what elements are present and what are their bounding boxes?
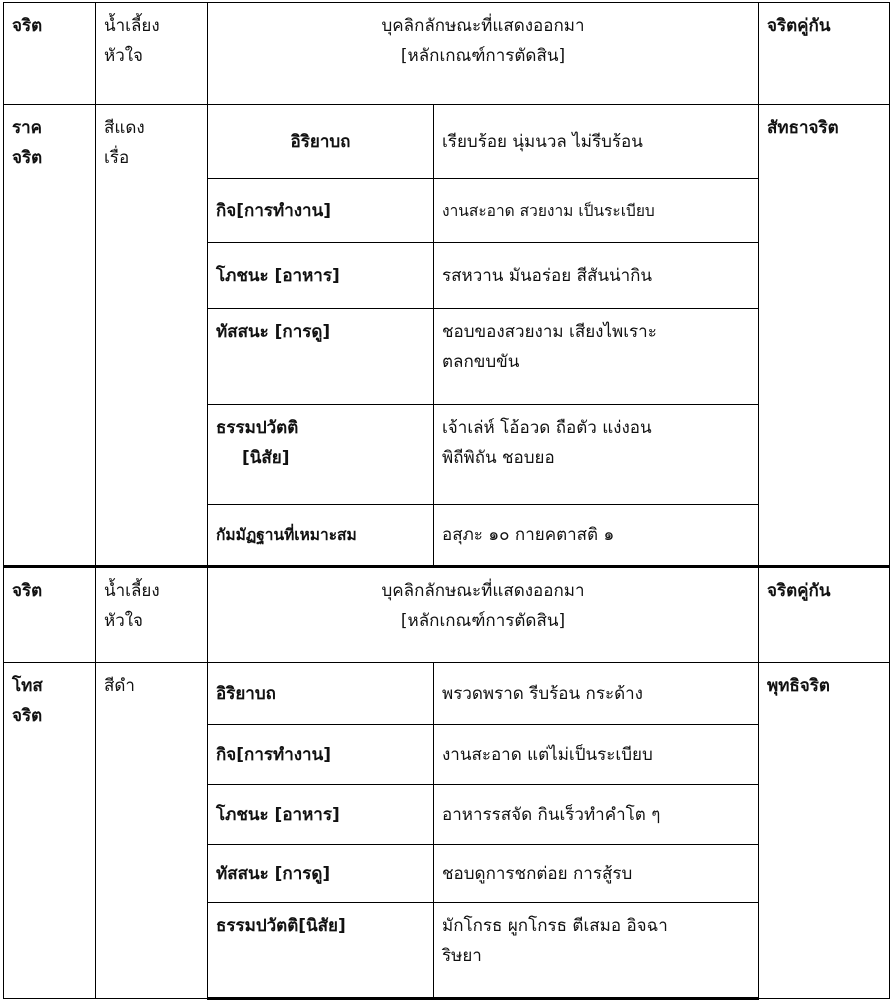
header-charita-text: จริต bbox=[12, 16, 43, 36]
section1-label-2: กิจ[การทำงาน] bbox=[208, 179, 434, 243]
section2-value-3: อาหารรสจัด กินเร็วทำคำโต ๆ bbox=[434, 785, 759, 845]
section1-charita-line2: จริต bbox=[12, 148, 43, 168]
section1-label-5-line2: [นิสัย] bbox=[242, 448, 290, 468]
section1-pair: สัทธาจริต bbox=[759, 105, 890, 567]
section1-value-5 bbox=[434, 405, 759, 505]
header-characteristics bbox=[208, 3, 759, 105]
section1-label-6: กัมมัฏฐานที่เหมาะสม bbox=[208, 505, 434, 567]
section2-pair: พุทธิจริต bbox=[759, 663, 890, 999]
section2-value-1: พรวดพราด รีบร้อน กระด้าง bbox=[434, 663, 759, 725]
section2-nam-line1: สีดำ bbox=[104, 676, 135, 696]
header2-characteristics bbox=[208, 567, 759, 663]
section1-value-5-line2: พิถีพิถัน ชอบยอ bbox=[442, 448, 555, 468]
section1-value-1: เรียบร้อย นุ่มนวล ไม่รีบร้อน bbox=[434, 105, 759, 179]
section2-label-1: อิริยาบถ bbox=[208, 663, 434, 725]
header2-nam bbox=[96, 567, 208, 663]
section1-label-4: ทัสสนะ [การดู] bbox=[208, 309, 434, 405]
section2-label-4: ทัสสนะ [การดู] bbox=[208, 845, 434, 903]
section2-charita bbox=[4, 663, 96, 999]
header-pair: จริตคู่กัน bbox=[759, 3, 890, 105]
section1-charita-line1: ราค bbox=[12, 118, 43, 138]
section1-nam bbox=[96, 105, 208, 567]
section2-charita-line2: จริต bbox=[12, 706, 43, 726]
header-row-2 bbox=[4, 567, 890, 663]
header-nam bbox=[96, 3, 208, 105]
section2-value-5-line2: ริษยา bbox=[442, 946, 482, 966]
header2-charita: จริต bbox=[4, 567, 96, 663]
header2-char-line2: [หลักเกณฑ์การตัดสิน] bbox=[400, 611, 566, 631]
section2-row-1 bbox=[4, 663, 890, 725]
section2-value-5 bbox=[434, 903, 759, 999]
header2-char-line1: บุคลิกลักษณะที่แสดงออกมา bbox=[381, 581, 585, 601]
section1-value-4-line1: ชอบของสวยงาม เสียงไพเราะ bbox=[442, 322, 657, 342]
header-nam-line1: น้ำเลี้ยง bbox=[104, 16, 160, 36]
header-nam-line2: หัวใจ bbox=[104, 46, 144, 66]
section2-label-3: โภชนะ [อาหาร] bbox=[208, 785, 434, 845]
section2-nam bbox=[96, 663, 208, 999]
section1-charita bbox=[4, 105, 96, 567]
section2-label-5: ธรรมปวัตติ[นิสัย] bbox=[208, 903, 434, 999]
section2-value-4: ชอบดูการชกต่อย การสู้รบ bbox=[434, 845, 759, 903]
section1-value-3: รสหวาน มันอร่อย สีสันน่ากิน bbox=[434, 243, 759, 309]
section1-value-4 bbox=[434, 309, 759, 405]
header-charita bbox=[4, 3, 96, 105]
section1-value-6: อสุภะ ๑๐ กายคตาสติ ๑ bbox=[434, 505, 759, 567]
charita-table bbox=[3, 2, 890, 1000]
header-row-1 bbox=[4, 3, 890, 105]
section1-value-5-line1: เจ้าเล่ห์ โอ้อวด ถือตัว แง่งอน bbox=[442, 418, 652, 438]
section1-nam-line1: สีแดง bbox=[104, 118, 145, 138]
section2-charita-line1: โทส bbox=[12, 676, 43, 696]
section1-label-3: โภชนะ [อาหาร] bbox=[208, 243, 434, 309]
header2-pair: จริตคู่กัน bbox=[759, 567, 890, 663]
section2-value-2: งานสะอาด แต่ไม่เป็นระเบียบ bbox=[434, 725, 759, 785]
section2-value-5-line1: มักโกรธ ผูกโกรธ ตีเสมอ อิจฉา bbox=[442, 916, 668, 936]
header-char-line1: บุคลิกลักษณะที่แสดงออกมา bbox=[381, 16, 585, 36]
section2-label-2: กิจ[การทำงาน] bbox=[208, 725, 434, 785]
header-char-line2: [หลักเกณฑ์การตัดสิน] bbox=[400, 46, 566, 66]
section1-label-5-line1: ธรรมปวัตติ bbox=[216, 418, 299, 438]
section1-row-1 bbox=[4, 105, 890, 179]
header2-nam-line2: หัวใจ bbox=[104, 611, 144, 631]
section1-value-4-line2: ตลกขบขัน bbox=[442, 352, 520, 372]
section1-nam-line2: เรื่อ bbox=[104, 148, 130, 168]
header2-nam-line1: น้ำเลี้ยง bbox=[104, 581, 160, 601]
section1-value-2: งานสะอาด สวยงาม เป็นระเบียบ bbox=[434, 179, 759, 243]
section1-label-1: อิริยาบถ bbox=[208, 105, 434, 179]
section1-label-5 bbox=[208, 405, 434, 505]
